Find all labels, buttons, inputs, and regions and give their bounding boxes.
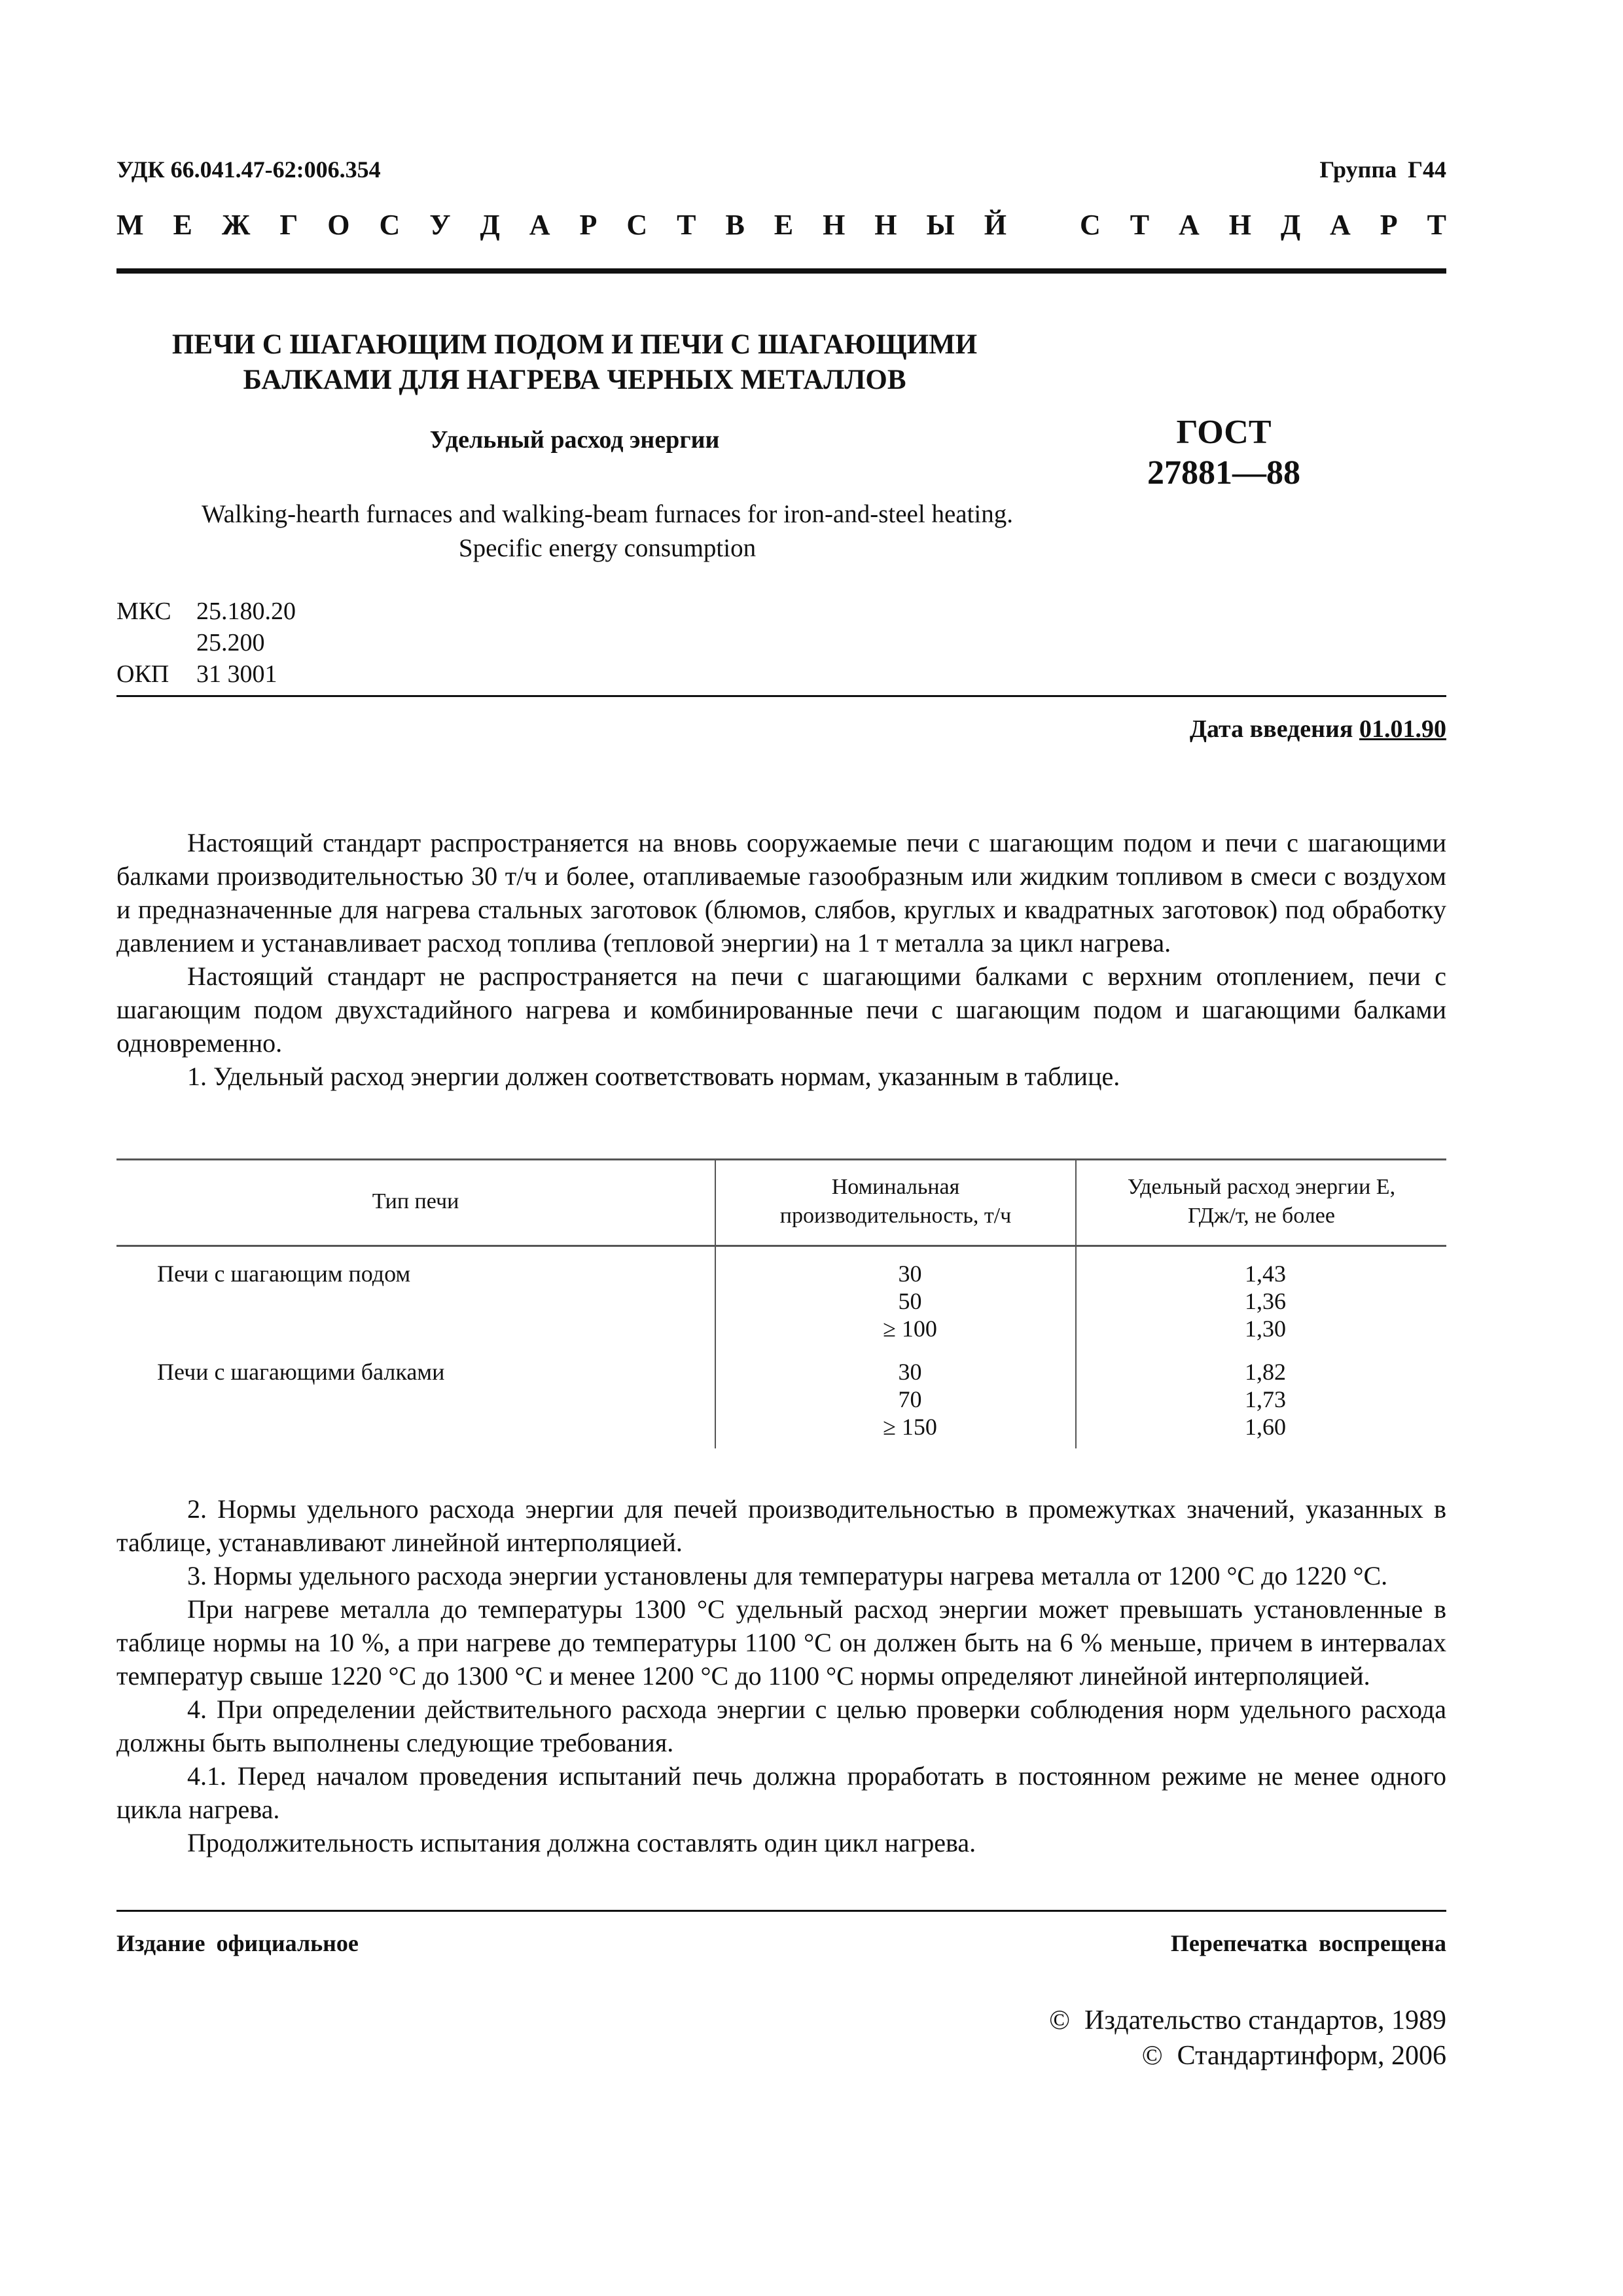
gost-label: ГОСТ (1176, 414, 1272, 451)
items-text (116, 1492, 1446, 1859)
item-4: 4. При определении действительного расхода энергии с целью проверки соблюдения норм удельного расхода должны быть выполнены следующие требования. (116, 1695, 1446, 1757)
english-title-line-2: Specific energy consumption (458, 534, 757, 562)
heading-letter: Р (579, 209, 597, 241)
copyright-block (1049, 2003, 1446, 2073)
introduction-date (1190, 715, 1446, 744)
heading-letter: Т (1427, 209, 1446, 241)
item-2: 2. Нормы удельного расхода энергии для печей производительностью в промежутках значений, указанных в таблице, устанавливают линейной интерполяцией. (116, 1494, 1446, 1557)
heading-letter: А (1330, 209, 1351, 241)
heading-letter: Т (677, 209, 696, 241)
item-4-1-paragraph: Продолжительность испытания должна составлять один цикл нагрева. (187, 1828, 976, 1857)
heading-letter: Н (874, 209, 897, 241)
heading-letter: Ы (926, 209, 955, 241)
header-furnace-type: Тип печи (116, 1158, 715, 1246)
header-capacity: Номинальная производительность, т/ч (715, 1158, 1076, 1246)
heading-letter: Ж (221, 209, 251, 241)
furnace-type-cell: Печи с шагающим подом (157, 1261, 411, 1287)
item-3: 3. Нормы удельного расхода энергии установлены для температуры нагрева металла от 1200 °C до 1220 °C. (187, 1561, 1388, 1590)
title-line-1: ПЕЧИ С ШАГАЮЩИМ ПОДОМ И ПЕЧИ С ШАГАЮЩИМИ (171, 329, 978, 360)
copyright-symbol: © (1141, 2041, 1163, 2071)
heading-letter: Г (279, 209, 298, 241)
heading-letter: Т (1130, 209, 1150, 241)
heading-letter: В (725, 209, 745, 241)
standard-type-heading (116, 208, 1446, 242)
table-header-row (116, 1158, 1446, 1246)
document-subtitle: Удельный расход энергии (429, 426, 720, 454)
mks-code-1: 25.180.20 (196, 598, 296, 625)
classification-codes (116, 596, 296, 690)
heading-letter: С (626, 209, 648, 241)
reprint-prohibited-note: Перепечатка воспрещена (1170, 1930, 1446, 1956)
item-1: 1. Удельный расход энергии должен соответствовать нормам, указанным в таблице. (187, 1062, 1120, 1091)
intro-paragraph-2: Настоящий стандарт не распространяется на печи с шагающими балками с верхним отоплением, печи с шагающим подом двухстадийного нагрева и комбинированные печи с шагающим подом и шагающими балками одновременно. (116, 961, 1446, 1058)
heading-letter: С (379, 209, 401, 241)
heading-letter: М (116, 209, 144, 241)
copyright-line-2: © Стандартинформ, 2006 (1141, 2041, 1446, 2071)
copyright-symbol: © (1049, 2005, 1071, 2036)
mks-code-2: 25.200 (196, 629, 265, 656)
okp-code: 31 3001 (196, 660, 277, 688)
standard-word-standard (1080, 208, 1446, 242)
heading-letter: Д (480, 209, 500, 241)
standard-word-interstate (116, 208, 1007, 242)
english-title (116, 497, 1098, 565)
capacity-cell: 30 70 ≥ 150 (715, 1342, 1076, 1448)
heading-letter: А (1178, 209, 1200, 241)
heading-letter: С (1080, 209, 1101, 241)
document-title (116, 327, 1033, 398)
english-title-line-1: Walking-hearth furnaces and walking-beam furnaces for iron-and-steel heating. (201, 500, 1013, 528)
udk-code: УДК 66.041.47-62:006.354 (116, 156, 381, 183)
heading-letter: Е (173, 209, 192, 241)
header-rule (116, 268, 1446, 274)
okp-label: ОКП (116, 660, 169, 688)
title-line-2: БАЛКАМИ ДЛЯ НАГРЕВА ЧЕРНЫХ МЕТАЛЛОВ (243, 365, 906, 395)
heading-letter: Е (774, 209, 794, 241)
codes-rule (116, 695, 1446, 697)
group-code: Группа Г44 (1319, 156, 1446, 183)
heading-letter: О (327, 209, 350, 241)
heading-letter: А (529, 209, 550, 241)
gost-number (1073, 412, 1374, 493)
heading-letter: Н (823, 209, 846, 241)
furnace-type-cell: Печи с шагающими балками (157, 1359, 445, 1385)
copyright-line-1: © Издательство стандартов, 1989 (1049, 2005, 1446, 2036)
date-label: Дата введения (1189, 715, 1353, 743)
capacity-cell: 30 50 ≥ 100 (715, 1246, 1076, 1343)
heading-letter: Н (1228, 209, 1251, 241)
heading-letter: Й (984, 209, 1007, 241)
gost-code: 27881—88 (1147, 454, 1300, 492)
item-3-paragraph: При нагреве металла до температуры 1300 °C удельный расход энергии может превышать установленные в таблице нормы на 10 %, а при нагреве до температуры 1100 °C он должен быть на 6 % меньше, причем в интервалах температур свыше 1220 °C до 1300 °C и менее 1200 °C до 1100 °C нормы определяют линейной интерполяцией. (116, 1594, 1446, 1691)
table-row (116, 1246, 1446, 1343)
date-value: 01.01.90 (1359, 715, 1446, 743)
item-4-1: 4.1. Перед началом проведения испытаний печь должна проработать в постоянном режиме не менее одного цикла нагрева. (116, 1761, 1446, 1824)
mks-label: МКС (116, 598, 171, 625)
heading-letter: У (429, 209, 451, 241)
official-edition-note: Издание официальное (116, 1930, 359, 1956)
energy-norms-table (116, 1158, 1446, 1448)
table-row (116, 1342, 1446, 1448)
intro-text (116, 826, 1446, 1093)
energy-cell: 1,43 1,36 1,30 (1076, 1246, 1446, 1343)
header-energy: Удельный расход энергии E, ГДж/т, не более (1076, 1158, 1446, 1246)
energy-cell: 1,82 1,73 1,60 (1076, 1342, 1446, 1448)
footer-rule (116, 1910, 1446, 1912)
heading-letter: Д (1280, 209, 1301, 241)
heading-letter: Р (1380, 209, 1398, 241)
intro-paragraph-1: Настоящий стандарт распространяется на вновь сооружаемые печи с шагающим подом и печи с шагающими балками производительностью 30 т/ч и более, отапливаемые газообразным или жидким топливом в смеси с воздухом и предназначенные для нагрева стальных заготовок (блюмов, слябов, круглых и квадратных заготовок) под обработку давлением и устанавливает расход топлива (тепловой энергии) на 1 т металла за цикл нагрева. (116, 828, 1446, 958)
